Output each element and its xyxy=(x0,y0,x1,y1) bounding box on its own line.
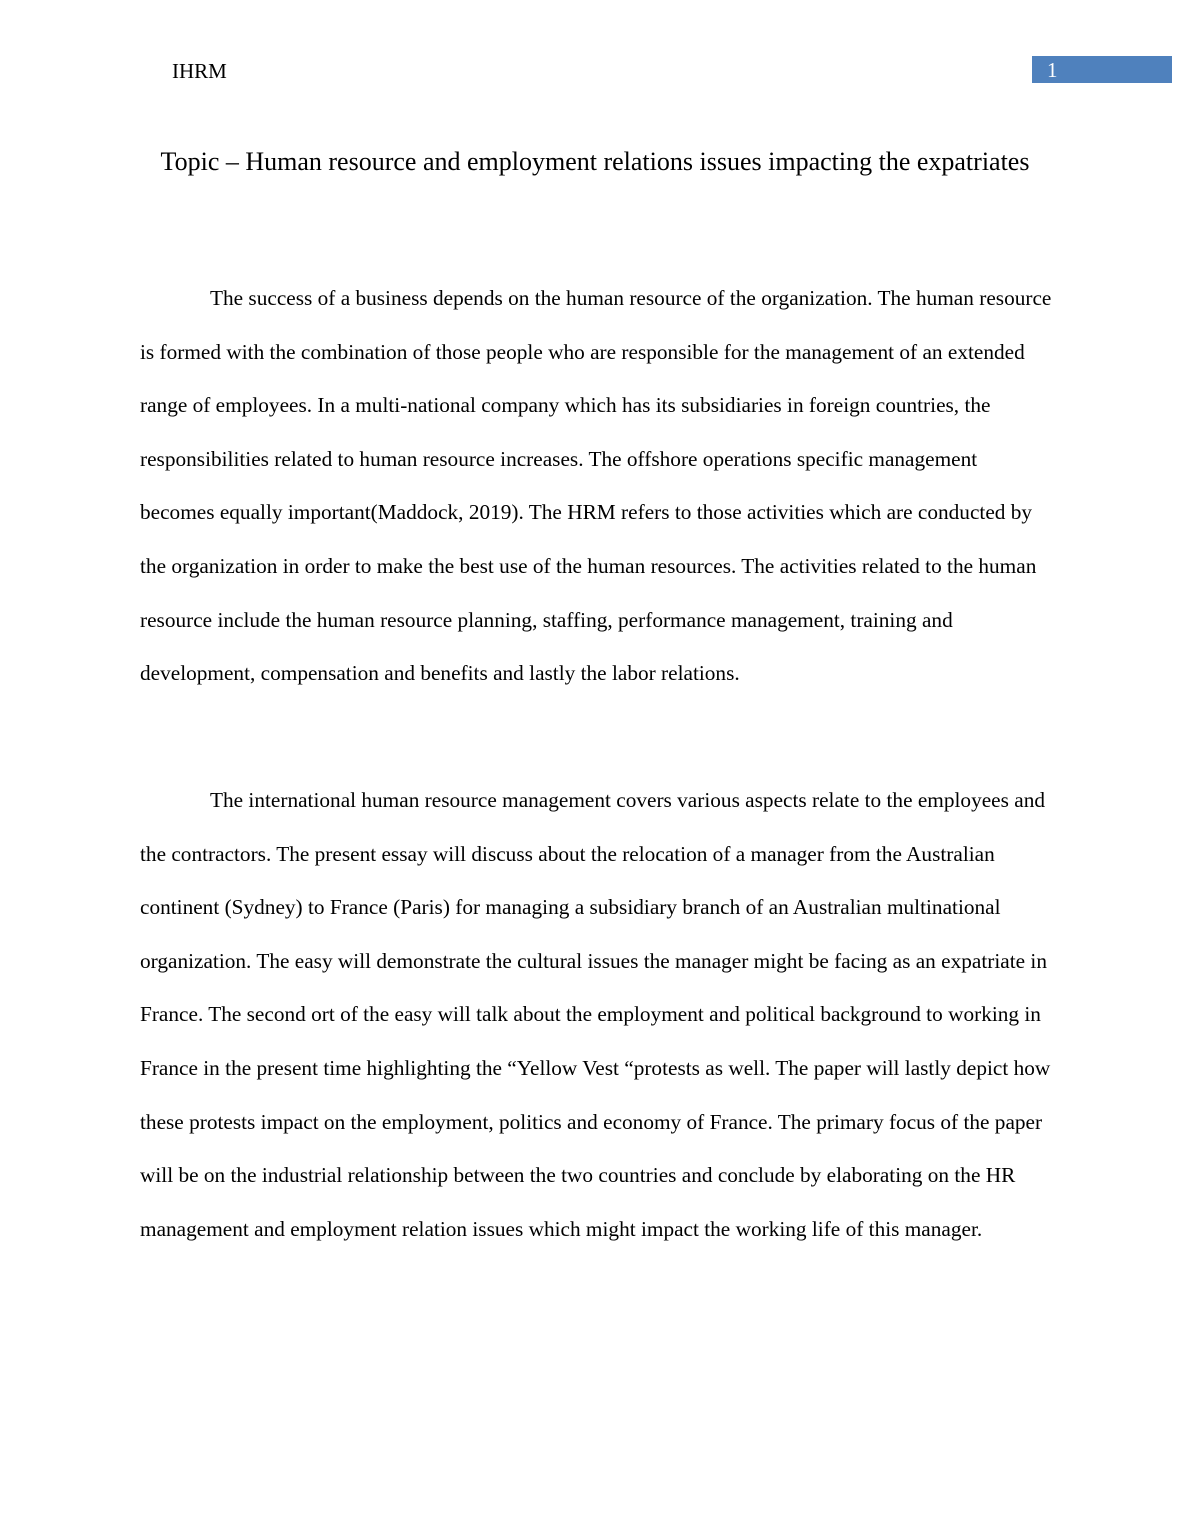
body-paragraph-1: The success of a business depends on the human resource of the organization. The human resource is formed with the combination of those people who are responsible for the management of an extended range of employees. In a multi-national company which has its subsidiaries in foreign countries, the responsibilities related to human resource increases. The offshore operations specific management becomes equally important(Maddock, 2019). The HRM refers to those activities which are conducted by the organization in order to make the best use of the human resources. The activities related to the human resource include the human resource planning, staffing, performance management, training and development, compensation and benefits and lastly the labor relations. xyxy=(140,286,1052,686)
body-paragraph-2: The international human resource management covers various aspects relate to the employees and the contractors. The present essay will discuss about the relocation of a manager from the Australian continent (Sydney) to France (Paris) for managing a subsidiary branch of an Australian multinational organization. The easy will demonstrate the cultural issues the manager might be facing as an expatriate in France. The second ort of the easy will talk about the employment and political background to working in France in the present time highlighting the “Yellow Vest “protests as well. The paper will lastly depict how these protests impact on the employment, politics and economy of France. The primary focus of the paper will be on the industrial relationship between the two countries and conclude by elaborating on the HR management and employment relation issues which might impact the working life of this manager. xyxy=(140,788,1051,1241)
document-title: Topic – Human resource and employment relations issues impacting the expatriates xyxy=(160,147,1030,176)
running-header-title: IHRM xyxy=(172,59,227,83)
page-number-box xyxy=(1032,56,1172,83)
page-number: 1 xyxy=(1047,58,1058,82)
